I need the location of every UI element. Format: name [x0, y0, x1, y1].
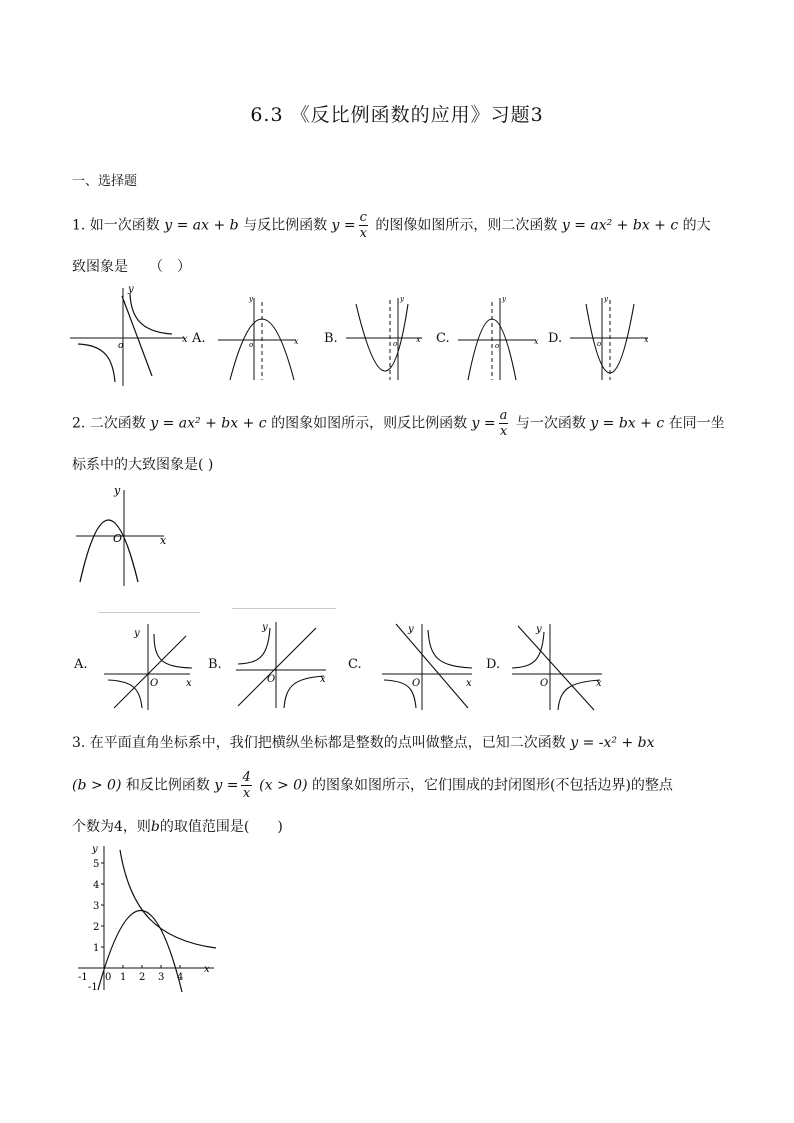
x-label: x — [596, 678, 602, 689]
q3-text-pre: 3. 在平面直角坐标系中，我们把横纵坐标都是整数的点叫做整点，已知二次函数 — [72, 735, 566, 751]
y-label: y — [400, 295, 404, 303]
y-label: y — [502, 295, 506, 303]
origin-label: O — [540, 678, 549, 689]
q2-formula-inverse-lhs: y = — [471, 415, 496, 432]
q1-given-graph — [68, 282, 192, 388]
q2-text-mid1: 的图象如图所示，则反比例函数 — [271, 415, 468, 432]
x-label: x — [416, 335, 421, 344]
q1-line1 — [72, 210, 711, 241]
q1-text-mid2: 的图像如图所示，则二次函数 — [375, 217, 558, 234]
q3-fraction — [241, 770, 251, 801]
x-label: x — [466, 678, 472, 689]
linear-line — [238, 628, 316, 706]
q2-given-graph — [72, 482, 172, 588]
q2-fraction-den: x — [499, 424, 508, 439]
y-label: y — [408, 624, 414, 635]
q1-text-mid1: 与反比例函数 — [243, 217, 328, 234]
origin-label: o — [597, 340, 602, 348]
linear-line — [114, 636, 186, 708]
y-label: y — [536, 624, 542, 635]
x-tick-2: 2 — [139, 972, 146, 983]
x-label: x — [320, 674, 326, 685]
linear-line — [518, 626, 594, 710]
origin-label: O — [412, 678, 421, 689]
q3-text-mid1: 和反比例函数 — [125, 777, 210, 794]
y-label: y — [249, 295, 253, 303]
parabola — [80, 520, 138, 582]
q2-option-c-label[interactable]: C. — [348, 657, 362, 672]
q1-formula-linear: y = ax + b — [164, 217, 239, 234]
hyperbola-branch-upper — [130, 294, 172, 334]
q2-fraction-num: a — [499, 408, 508, 423]
q1-option-a-label[interactable]: A. — [192, 331, 206, 346]
q2-text-mid2: 与一次函数 — [515, 415, 586, 432]
origin-label: o — [118, 341, 124, 351]
x-tick-0: 0 — [105, 972, 112, 983]
q3-variable-b: b — [150, 819, 160, 835]
q2-option-a-label[interactable]: A. — [74, 657, 88, 672]
q2-formula-quadratic: y = ax² + bx + c — [150, 415, 267, 432]
x-label: x — [186, 678, 192, 689]
x-label: x — [182, 334, 188, 345]
y-label: y — [604, 295, 608, 303]
q3-text-range: 的取值范围是( ) — [159, 819, 283, 835]
parabola — [230, 319, 294, 380]
q2-option-b-label[interactable]: B. — [208, 657, 222, 672]
y-tick-1: 1 — [93, 943, 100, 954]
q3-line3 — [72, 816, 283, 836]
q1-text-post: 的大 — [682, 217, 711, 234]
y-label: y — [262, 622, 268, 633]
origin-label: O — [113, 532, 123, 545]
q2-fraction — [499, 408, 509, 439]
y-label: y — [128, 284, 134, 295]
q3-condition-x: (x > 0) — [259, 777, 308, 794]
x-label: x — [294, 337, 299, 346]
x-tick-3: 3 — [158, 972, 165, 983]
q1-option-d-label[interactable]: D. — [548, 331, 563, 346]
q3-text-mid2: 的图象如图所示，它们围成的封闭图形(不包括边界)的整点 — [311, 777, 673, 794]
q1-option-c-label[interactable]: C. — [436, 331, 450, 346]
hyperbola-branch-lower — [558, 680, 600, 710]
hyperbola-branch-upper — [238, 628, 270, 664]
q1-option-c-graph[interactable] — [456, 292, 540, 384]
origin-label: O — [150, 678, 159, 689]
hyperbola-branch-upper — [428, 630, 472, 668]
q1-fraction-num: c — [359, 210, 367, 225]
q2-option-a-graph[interactable] — [96, 612, 202, 712]
q3-fraction-num: 4 — [242, 770, 251, 785]
x-tick-4: 4 — [177, 972, 184, 983]
x-tick-neg1: -1 — [78, 972, 88, 983]
q1-option-d-graph[interactable] — [568, 292, 652, 384]
x-label: x — [644, 335, 649, 344]
y-label: y — [114, 484, 121, 497]
parabola — [468, 319, 516, 380]
q1-formula-quadratic: y = ax² + bx + c — [561, 217, 679, 234]
q3-fraction-den: x — [242, 786, 251, 801]
q3-line1 — [72, 732, 655, 752]
hyperbola-branch-lower — [78, 344, 115, 382]
y-tick-2: 2 — [93, 922, 100, 933]
q2-line2: 标系中的大致图象是( ) — [72, 457, 214, 473]
q1-text-pre: 1. 如一次函数 — [72, 217, 160, 234]
y-tick-neg1: -1 — [88, 982, 98, 993]
q3-formula-quadratic: y = -x² + bx — [570, 735, 655, 751]
q2-text-post: 在同一坐 — [668, 415, 725, 432]
q1-fraction — [359, 210, 368, 241]
page-title: 6.3 《反比例函数的应用》习题3 — [250, 104, 544, 126]
q3-condition-b: (b > 0) — [72, 777, 122, 794]
x-label: x — [204, 964, 210, 975]
q1-line2: 致图象是 （ ） — [72, 259, 191, 275]
y-tick-4: 4 — [93, 880, 100, 891]
origin-label: O — [267, 674, 276, 685]
origin-label: o — [495, 342, 500, 350]
q1-option-a-graph[interactable] — [216, 292, 300, 384]
q2-formula-linear: y = bx + c — [590, 415, 665, 432]
hyperbola-branch-lower — [284, 676, 324, 708]
q3-graph — [74, 840, 224, 996]
q2-option-b-graph[interactable] — [230, 608, 338, 712]
origin-label: o — [393, 340, 398, 348]
x-tick-1: 1 — [120, 972, 127, 983]
y-tick-5: 5 — [93, 859, 100, 870]
origin-label: o — [249, 341, 254, 349]
x-label: x — [160, 534, 167, 547]
q1-fraction-den: x — [359, 226, 367, 241]
linear-line — [122, 296, 152, 376]
y-tick-3: 3 — [93, 901, 100, 912]
q2-line1 — [72, 408, 725, 439]
q2-option-c-graph[interactable] — [376, 612, 482, 712]
q2-text-pre: 2. 二次函数 — [72, 415, 146, 432]
hyperbola — [120, 850, 216, 948]
q3-text-count: 个数为4，则 — [72, 819, 151, 835]
section-heading: 一、选择题 — [72, 174, 138, 189]
q3-formula-inverse-lhs: y = — [214, 777, 239, 794]
q2-option-d-label[interactable]: D. — [486, 657, 501, 672]
y-label: y — [92, 844, 98, 855]
y-label: y — [134, 628, 140, 639]
q2-option-d-graph[interactable] — [506, 612, 612, 712]
q1-option-b-graph[interactable] — [344, 292, 428, 384]
hyperbola-branch-lower — [108, 680, 142, 708]
q1-formula-inverse-lhs: y = — [331, 217, 356, 234]
x-label: x — [534, 337, 539, 346]
q1-option-b-label[interactable]: B. — [324, 331, 338, 346]
q3-line2 — [72, 770, 673, 801]
